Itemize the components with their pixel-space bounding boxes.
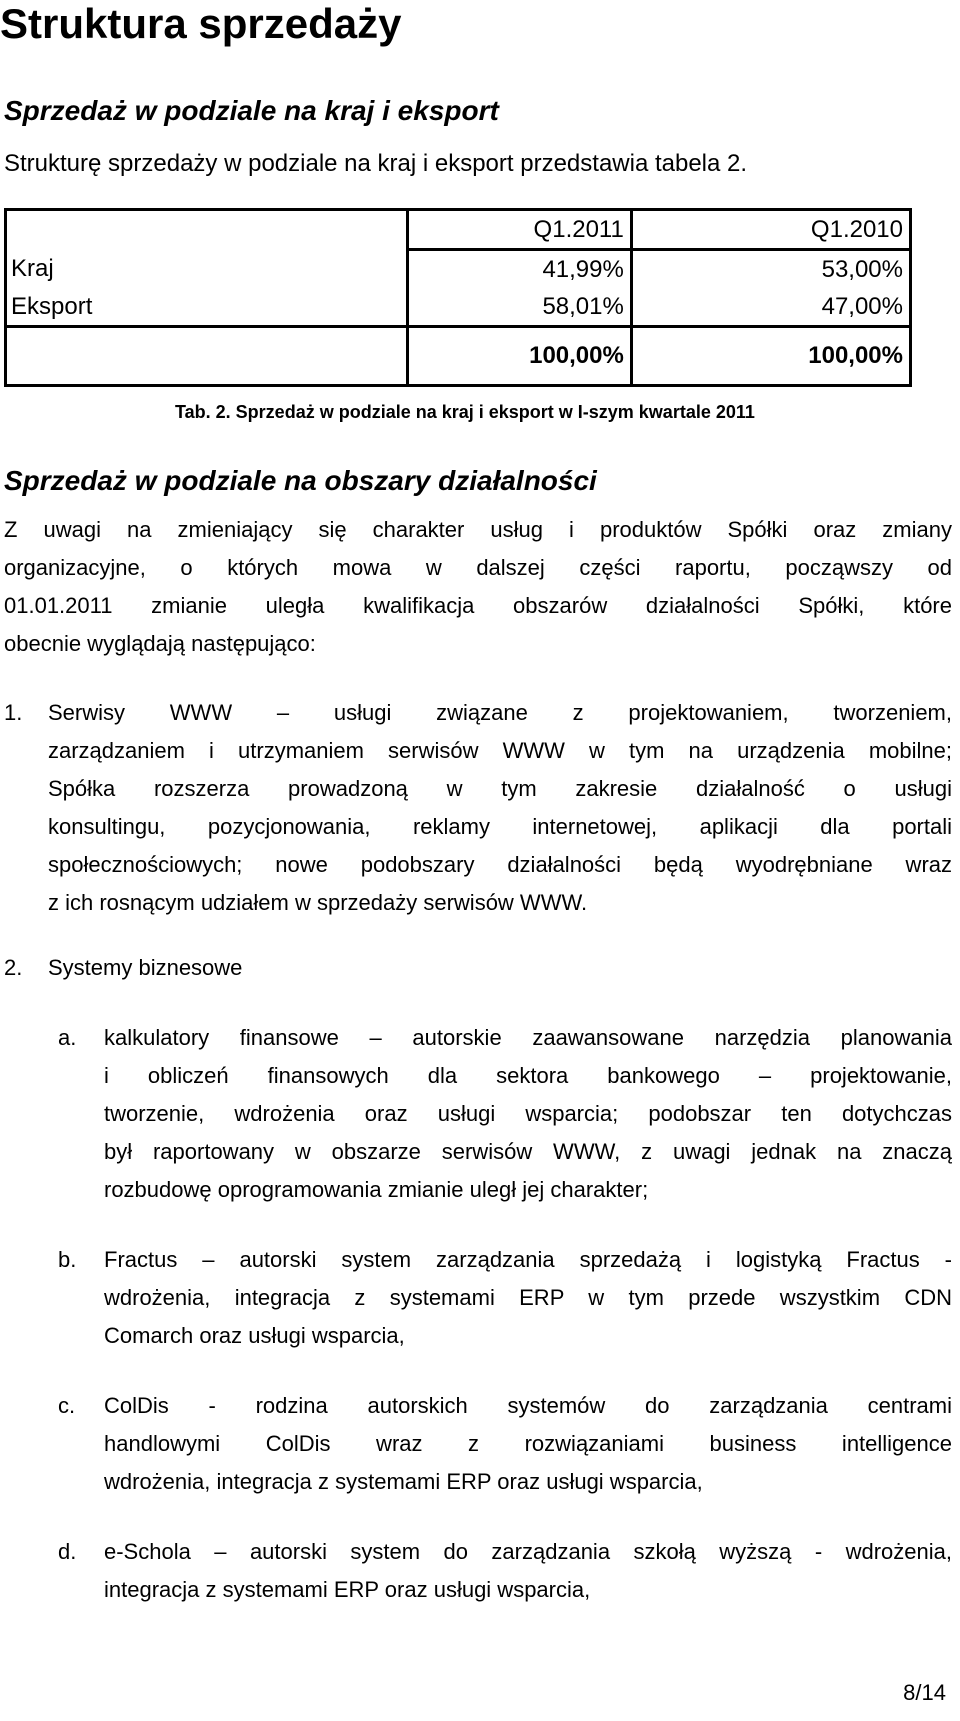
sublist-item-line: kalkulatory finansowe – autorskie zaawansowane narzędzia planowania bbox=[104, 1025, 952, 1050]
sublist-item-letter: c. bbox=[58, 1393, 76, 1418]
sublist-item-line: wdrożenia, integracja z systemami ERP w tym przede wszystkim CDN bbox=[104, 1285, 952, 1310]
list-item-line: społecznościowych; nowe podobszary działalności będą wyodrębniane wraz bbox=[48, 852, 952, 877]
paragraph-line: Z uwagi na zmieniający się charakter usług i produktów Spółki oraz zmiany bbox=[4, 517, 952, 542]
sublist-item-letter: b. bbox=[58, 1247, 77, 1272]
list-item-line: Spółka rozszerza prowadzoną w tym zakresie działalność o usługi bbox=[48, 776, 952, 801]
table-total-row bbox=[6, 327, 911, 386]
sublist-item-line: i obliczeń finansowych dla sektora bankowego – projektowanie, bbox=[104, 1063, 952, 1088]
list-item-line: konsultingu, pozycjonowania, reklamy internetowej, aplikacji dla portali bbox=[48, 814, 952, 839]
table-cell: 58,01% bbox=[408, 288, 631, 327]
table-row bbox=[6, 250, 911, 289]
table-header-cell: Q1.2011 bbox=[408, 210, 631, 250]
paragraph-line: organizacyjne, o których mowa w dalszej części raportu, począwszy od bbox=[4, 555, 952, 580]
list-item-number: 2. bbox=[4, 955, 23, 980]
sublist-item-line: handlowymi ColDis wraz z rozwiązaniami business intelligence bbox=[104, 1431, 952, 1456]
sublist-item-line: rozbudowę oprogramowania zmianie uległ jej charakter; bbox=[104, 1177, 649, 1202]
table-cell: 47,00% bbox=[631, 288, 910, 327]
paragraph-line: 01.01.2011 zmianie uległa kwalifikacja obszarów działalności Spółki, które bbox=[4, 593, 952, 618]
sublist-item-line: e-Schola – autorski system do zarządzania szkołą wyższą - wdrożenia, bbox=[104, 1539, 952, 1564]
table-caption: Tab. 2. Sprzedaż w podziale na kraj i eksport w I-szym kwartale 2011 bbox=[175, 402, 755, 422]
table-header-cell bbox=[6, 210, 408, 250]
list-item-line: Systemy biznesowe bbox=[48, 955, 243, 980]
sublist-item-letter: d. bbox=[58, 1539, 77, 1564]
page-title: Struktura sprzedaży bbox=[0, 0, 402, 47]
list-item-number: 1. bbox=[4, 700, 23, 725]
section-intro-text: Strukturę sprzedaży w podziale na kraj i eksport przedstawia tabela 2. bbox=[4, 150, 748, 177]
table-total-cell: 100,00% bbox=[808, 342, 903, 369]
section-heading-business-areas: Sprzedaż w podziale na obszary działalności bbox=[4, 465, 597, 496]
table-row-label: Kraj bbox=[6, 250, 408, 289]
sublist-item-line: integracja z systemami ERP oraz usługi wsparcia, bbox=[104, 1577, 591, 1602]
list-item-line: Serwisy WWW – usługi związane z projektowaniem, tworzeniem, bbox=[48, 700, 952, 725]
sublist-item-line: Comarch oraz usługi wsparcia, bbox=[104, 1323, 405, 1348]
sublist-item-letter: a. bbox=[58, 1025, 77, 1050]
table-cell: 53,00% bbox=[821, 256, 903, 283]
sublist-item-line: ColDis - rodzina autorskich systemów do zarządzania centrami bbox=[104, 1393, 952, 1418]
sublist-item-line: Fractus – autorski system zarządzania sprzedażą i logistyką Fractus - bbox=[104, 1247, 952, 1272]
table-row-label bbox=[6, 327, 408, 386]
table-cell: 41,99% bbox=[408, 250, 631, 289]
list-item-line: z ich rosnącym udziałem w sprzedaży serwisów WWW. bbox=[48, 890, 588, 915]
table-header-row bbox=[6, 210, 911, 250]
sublist-item-line: był raportowany w obszarze serwisów WWW, z uwagi jednak na znaczą bbox=[104, 1139, 952, 1164]
page-number: 8/14 bbox=[903, 1680, 946, 1705]
list-item-line: zarządzaniem i utrzymaniem serwisów WWW w tym na urządzenia mobilne; bbox=[48, 738, 952, 763]
sublist-item-line: tworzenie, wdrożenia oraz usługi wsparcia; podobszar ten dotychczas bbox=[104, 1101, 952, 1126]
sales-structure-table bbox=[4, 208, 912, 387]
table-total-cell: 100,00% bbox=[408, 327, 631, 386]
section-heading-domestic-export: Sprzedaż w podziale na kraj i eksport bbox=[4, 95, 499, 126]
paragraph-line: obecnie wyglądają następująco: bbox=[4, 631, 316, 656]
table-header-cell: Q1.2010 bbox=[631, 210, 910, 250]
table-row bbox=[6, 288, 911, 327]
sublist-item-line: wdrożenia, integracja z systemami ERP oraz usługi wsparcia, bbox=[104, 1469, 703, 1494]
table-row-label: Eksport bbox=[6, 288, 408, 327]
